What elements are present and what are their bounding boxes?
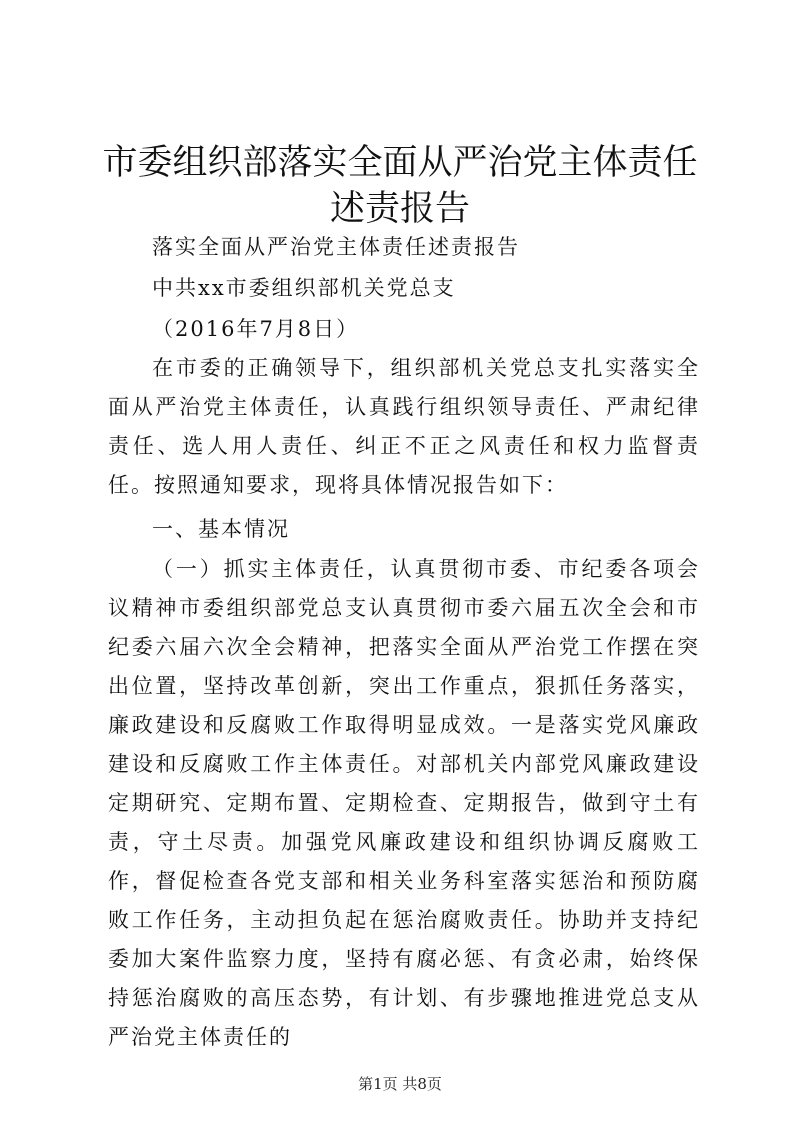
page-number: 第1页 共8页 [358,1075,442,1093]
body-paragraph: （一）抓实主体责任，认真贯彻市委、市纪委各项会议精神市委组织部党总支认真贯彻市委六届五次全会和市纪委六届六次全会精神，把落实全面从严治党工作摆在突出位置，坚持改革创新，突出工作重点，狠抓任务落实，廉政建设和反腐败工作取得明显成效。一是落实党风廉政建设和反腐败工作主体责任。对部机关内部党风廉政建设定期研究、定期布置、定期检查、定期报告，做到守土有责，守土尽责。加强党风廉政建设和组织协调反腐败工作，督促检查各党支部和相关业务科室落实惩治和预防腐败工作任务，主动担负起在惩治腐败责任。协助并支持纪委加大案件监察力度，坚持有腐必惩、有贪必肃，始终保持惩治腐败的高压态势，有计划、有步骤地推进党总支从严治党主体责任的 [108,557,700,1049]
section-heading: 一、基本情况 [152,517,290,541]
intro-paragraph: 在市委的正确领导下，组织部机关党总支扎实落实全面从严治党主体责任，认真践行组织领导责任、严肃纪律责任、选人用人责任、纠正不正之风责任和权力监督责任。按照通知要求，现将具体情况报告如下： [108,356,700,497]
issuing-organization: 中共xx市委组织部机关党总支 [152,276,456,300]
report-date: （2016年7月8日） [152,317,360,341]
document-subtitle: 落实全面从严治党主体责任述责报告 [152,235,520,259]
document-title: 市委组织部落实全面从严治党主体责任述责报告 [102,143,698,229]
